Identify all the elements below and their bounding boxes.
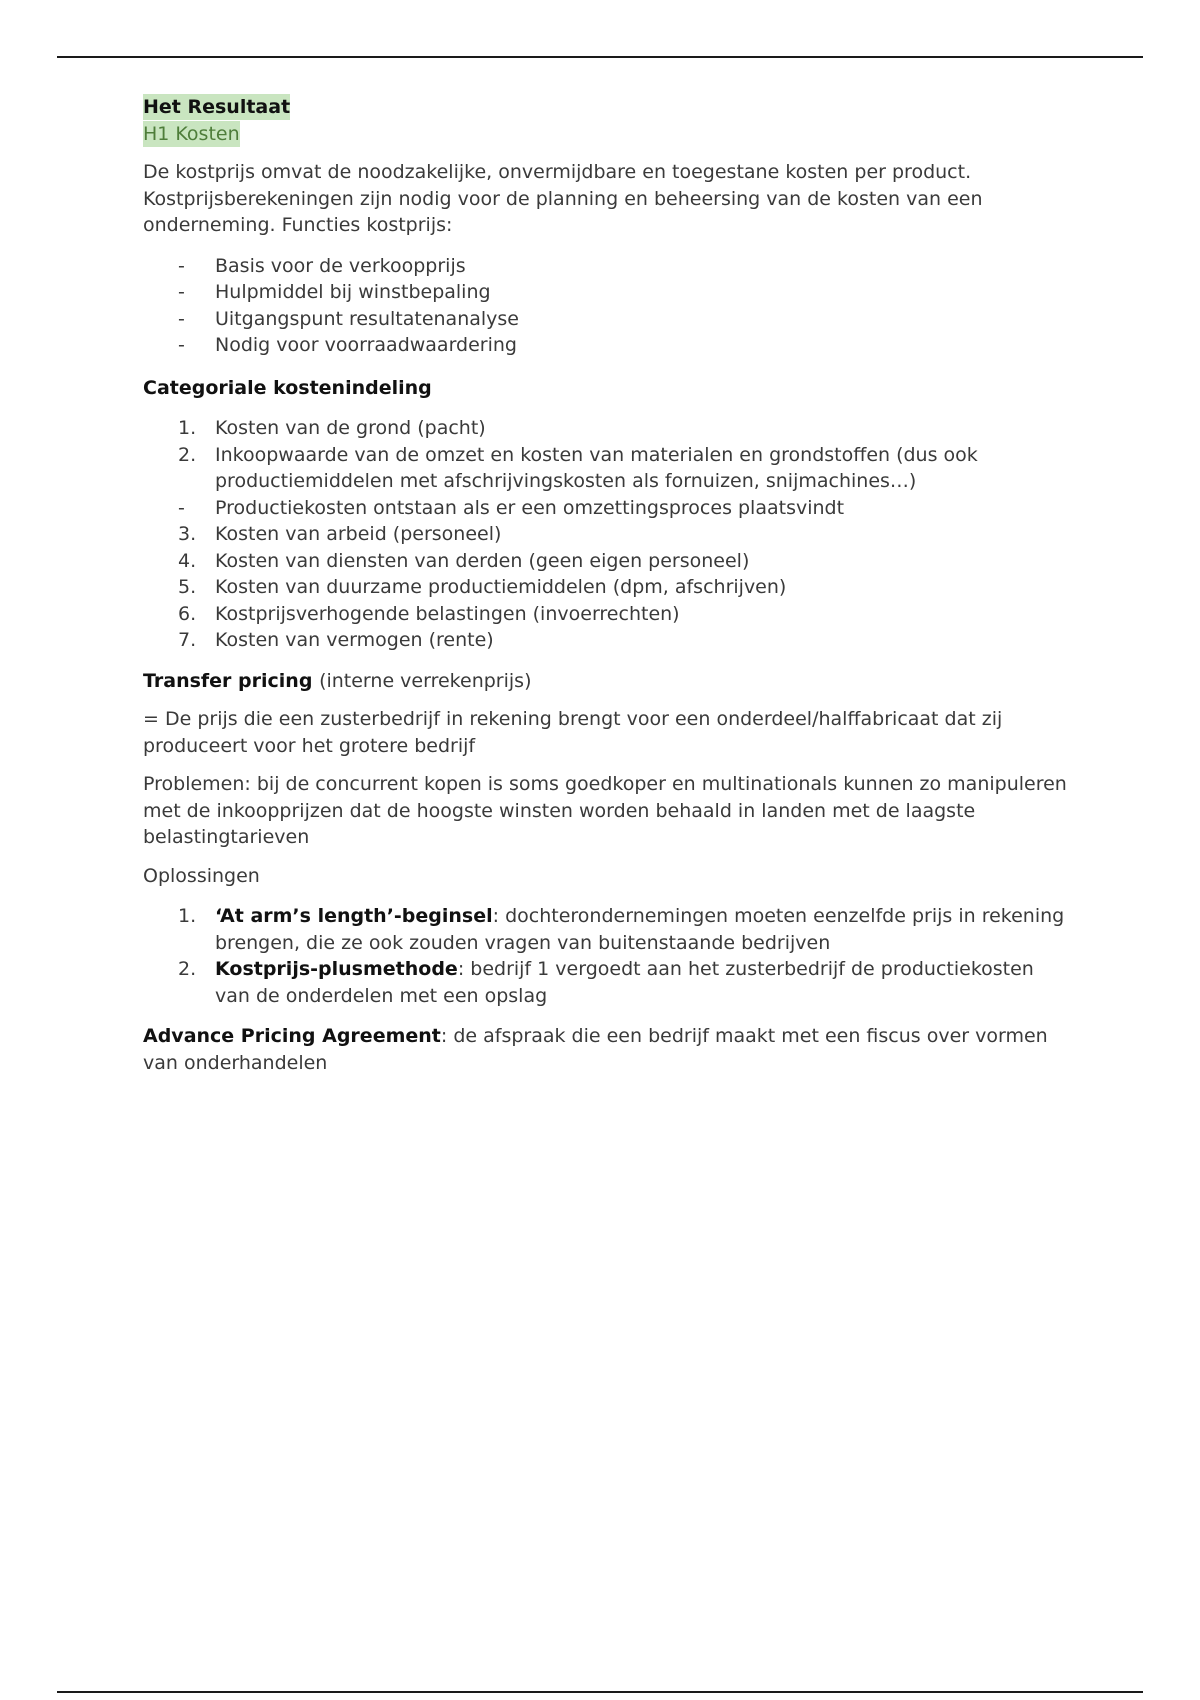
problems-paragraph: Problemen: bij de concurrent kopen is soms goedkoper en multinationals kunnen zo manipuleren met de inkoopprijzen dat de hoogste winsten worden behaald in landen met de laagste belastingtarieven (143, 773, 1067, 848)
list-item (143, 574, 1073, 601)
list-marker: 1. (178, 417, 197, 439)
solution-term: Kostprijs-plusmethode (215, 958, 458, 980)
list-item (143, 521, 1073, 548)
dash-marker: - (178, 307, 185, 330)
list-item (143, 415, 1073, 442)
solution-text: : bedrijf 1 vergoedt aan het zusterbedrijf de productiekosten van de onderdelen met een opslag (215, 958, 1034, 1007)
list-item-text: Kosten van diensten van derden (geen eigen personeel) (215, 549, 750, 572)
solution-text: : dochterondernemingen moeten eenzelfde prijs in rekening brengen, die ze ook zouden vragen van buitenstaande bedrijven (215, 905, 1065, 954)
list-item (143, 495, 1073, 522)
list-item-text: Inkoopwaarde van de omzet en kosten van materialen en grondstoffen (dus ook productiemiddelen met afschrijvingskosten als fornuizen, snijmachines…) (215, 443, 978, 492)
title-line (143, 94, 1073, 121)
list-marker: 1. (178, 905, 197, 927)
list-item-text: Basis voor de verkoopprijs (215, 254, 466, 277)
list-item (143, 956, 1073, 1009)
document-title: Het Resultaat (143, 96, 291, 118)
solutions-label: Oplossingen (143, 864, 260, 887)
transfer-heading-note: (interne verrekenprijs) (319, 669, 532, 692)
dash-marker: - (178, 334, 185, 356)
list-marker: 2. (178, 443, 197, 466)
dash-marker: - (178, 254, 185, 277)
list-marker: 3. (178, 523, 197, 545)
list-marker: 2. (178, 958, 197, 980)
list-item (143, 627, 1073, 654)
transfer-definition: = De prijs die een zusterbedrijf in rekening brengt voor een onderdeel/halffabricaat dat zij produceert voor het grotere bedrijf (143, 708, 1003, 757)
list-item-text: Kosten van vermogen (rente) (215, 629, 494, 651)
list-item-text: Kosten van duurzame productiemiddelen (dpm, afschrijven) (215, 576, 787, 598)
solution-term: ‘At arm’s length’-beginsel (215, 905, 493, 927)
list-item (143, 548, 1073, 575)
list-item-text: Uitgangspunt resultatenanalyse (215, 307, 519, 330)
list-item (143, 903, 1073, 956)
list-item (143, 279, 1073, 306)
chapter-heading: H1 Kosten (143, 122, 240, 145)
list-item-text: Productiekosten ontstaan als er een omzettingsproces plaatsvindt (215, 496, 845, 519)
list-item (143, 442, 1073, 495)
categorial-list (143, 415, 1073, 654)
functions-list (143, 253, 1073, 359)
list-item-text: Hulpmiddel bij winstbepaling (215, 281, 491, 303)
list-marker: 7. (178, 629, 197, 651)
list-item-text: Kosten van de grond (pacht) (215, 417, 486, 439)
transfer-heading-term: Transfer pricing (143, 669, 313, 692)
list-marker: 5. (178, 576, 197, 598)
list-marker: 6. (178, 602, 197, 625)
top-rule (57, 56, 1143, 58)
list-item (143, 253, 1073, 280)
list-item-text: Kosten van arbeid (personeel) (215, 523, 502, 545)
list-item (143, 306, 1073, 333)
list-item (143, 601, 1073, 628)
list-item-text: Nodig voor voorraadwaardering (215, 334, 517, 356)
document-body (143, 94, 1073, 1076)
dash-marker: - (178, 281, 185, 303)
solutions-list (143, 903, 1073, 1009)
intro-paragraph: De kostprijs omvat de noodzakelijke, onvermijdbare en toegestane kosten per product. Kostprijsberekeningen zijn nodig voor de planning en beheersing van de kosten van een onderneming. Functies kostprijs: (143, 161, 983, 236)
apa-text: : de afspraak die een bedrijf maakt met een fiscus over vormen van onderhandelen (143, 1025, 1048, 1074)
apa-term: Advance Pricing Agreement (143, 1025, 441, 1047)
list-marker: 4. (178, 549, 197, 572)
list-marker: - (178, 496, 185, 519)
list-item (143, 332, 1073, 359)
list-item-text: Kostprijsverhogende belastingen (invoerrechten) (215, 602, 680, 625)
transfer-heading (143, 668, 1073, 695)
categorial-heading: Categoriale kostenindeling (143, 376, 432, 399)
bottom-rule (57, 1691, 1143, 1693)
apa-paragraph (143, 1023, 1073, 1076)
subtitle-line (143, 121, 1073, 148)
